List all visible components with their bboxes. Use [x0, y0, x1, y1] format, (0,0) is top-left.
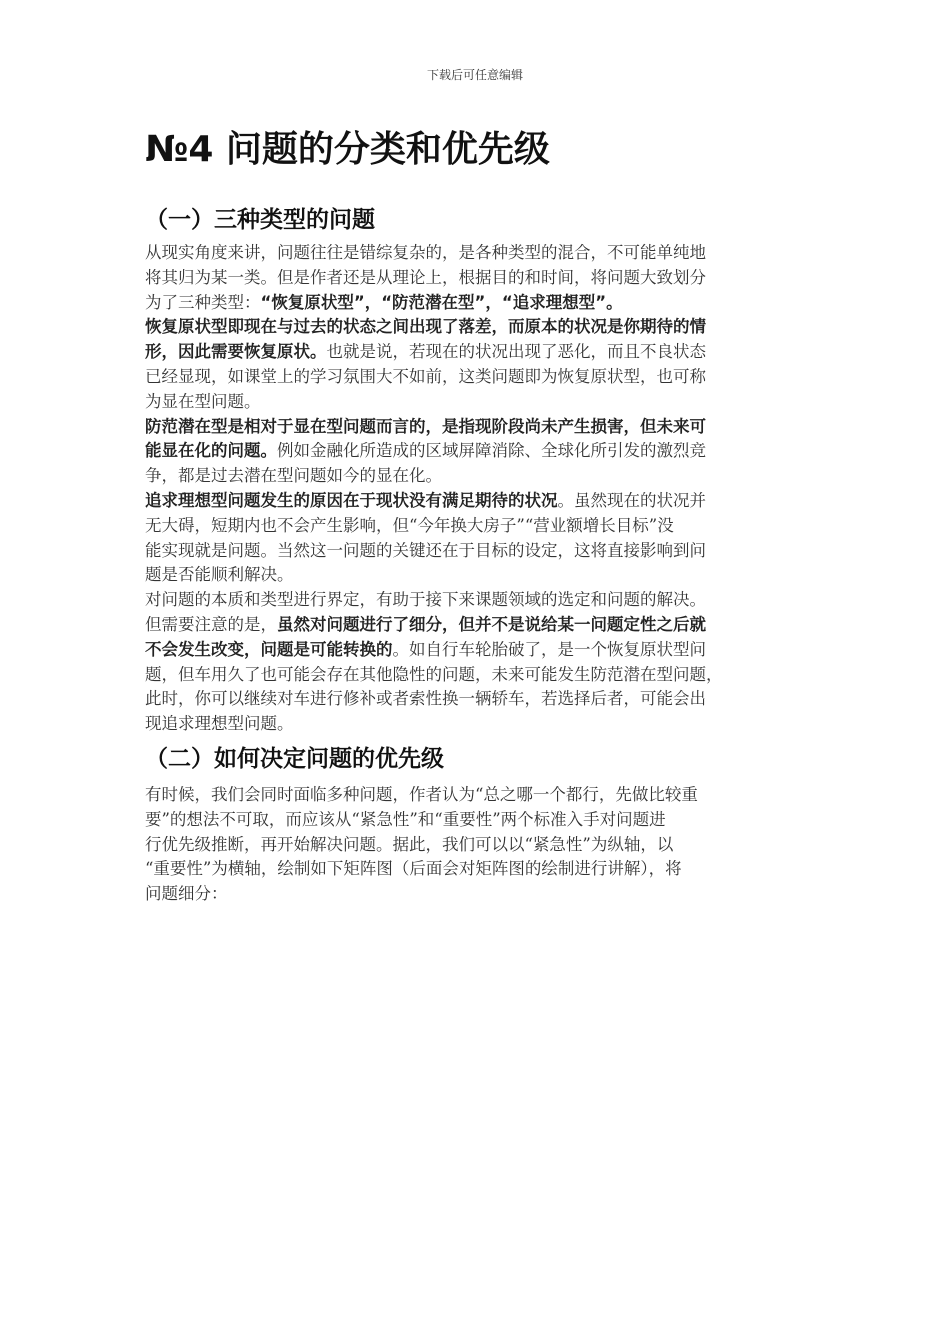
text-line: 争，都是过去潜在型问题如今的显在化。 — [145, 466, 442, 486]
text-line: 题是否能顺利解决。 — [145, 565, 294, 585]
paragraph-priority — [145, 783, 817, 907]
bold-text: 追求理想型问题发生的原因在于现状没有满足期待的状况 — [145, 490, 558, 510]
text-line: 题，但车用久了也可能会存在其他隐性的问题，未来可能发生防范潜在型问题， — [145, 664, 723, 684]
text-line: 能实现就是问题。当然这一问题的关键还在于目标的设定，这将直接影响到问 — [145, 540, 706, 560]
text-line: 要”的想法不可取，而应该从“紧急性”和“重要性”两个标准入手对问题进 — [145, 809, 666, 829]
bold-text: “恢复原状型”，“防范潜在型”，“追求理想型”。 — [260, 292, 623, 312]
text-line: 行优先级推断，再开始解决问题。据此，我们可以以“紧急性”为纵轴，以 — [145, 834, 674, 854]
text-run: 。虽然现在的状况并 — [557, 490, 706, 510]
bold-text: 能显在化的问题。 — [145, 441, 277, 461]
text-line: 将其归为某一类。但是作者还是从理论上，根据目的和时间，将问题大致划分 — [145, 267, 706, 287]
bold-text: 不会发生改变，问题是可能转换的 — [145, 639, 393, 659]
text-line: 无大碍，短期内也不会产生影响，但“今年换大房子”“营业额增长目标”没 — [145, 515, 674, 535]
header-note: 下载后可任意编辑 — [426, 68, 523, 82]
section-heading-priority: （二）如何决定问题的优先级 — [145, 745, 444, 772]
text-line: 现追求理想型问题。 — [145, 714, 294, 734]
paragraph-intro — [145, 241, 817, 315]
text-line: 从现实角度来讲，问题往往是错综复杂的，是各种类型的混合，不可能单纯地 — [145, 243, 706, 262]
text-line: 问题细分： — [145, 884, 228, 904]
paragraph-conversion — [145, 588, 817, 737]
text-run: 例如金融化所造成的区域屏障消除、全球化所引发的激烈竞 — [277, 441, 706, 461]
bold-text: 恢复原状型即现在与过去的状态之间出现了落差，而原本的状况是你期待的情 — [145, 317, 706, 337]
bold-text: 虽然对问题进行了细分，但并不是说给某一问题定性之后就 — [277, 614, 706, 634]
text-run: 但需要注意的是， — [145, 614, 277, 634]
text-line — [145, 613, 817, 638]
bold-text: 防范潜在型是相对于显在型问题而言的，是指现阶段尚未产生损害，但未来可 — [145, 416, 706, 436]
text-line — [145, 291, 817, 316]
text-line: 对问题的本质和类型进行界定，有助于接下来课题领域的选定和问题的解决。 — [145, 590, 706, 610]
text-run: 。如自行车轮胎破了，是一个恢复原状型问 — [392, 639, 706, 659]
text-line: 为显在型问题。 — [145, 391, 261, 411]
paragraph-restore-type — [145, 315, 817, 414]
text-run: 为了三种类型： — [145, 292, 261, 312]
text-line: 此时，你可以继续对车进行修补或者索性换一辆轿车，若选择后者，可能会出 — [145, 689, 706, 709]
paragraph-prevent-type — [145, 415, 817, 489]
page-title: №4 问题的分类和优先级 — [145, 129, 550, 170]
text-line — [145, 489, 817, 514]
bold-text: 形，因此需要恢复原状。 — [145, 342, 327, 362]
text-line — [145, 340, 817, 365]
document-body — [145, 120, 817, 907]
text-line: 有时候，我们会同时面临多种问题，作者认为“总之哪一个都行，先做比较重 — [145, 784, 698, 804]
text-line: 已经显现，如课堂上的学习氛围大不如前，这类问题即为恢复原状型，也可称 — [145, 366, 706, 386]
text-run: 也就是说，若现在的状况出现了恶化，而且不良状态 — [326, 342, 706, 362]
section-heading-types: （一）三种类型的问题 — [145, 207, 375, 233]
text-line: “重要性”为横轴，绘制如下矩阵图（后面会对矩阵图的绘制进行讲解），将 — [145, 859, 682, 879]
text-line — [145, 439, 817, 464]
paragraph-ideal-type — [145, 489, 817, 588]
text-line — [145, 638, 817, 663]
